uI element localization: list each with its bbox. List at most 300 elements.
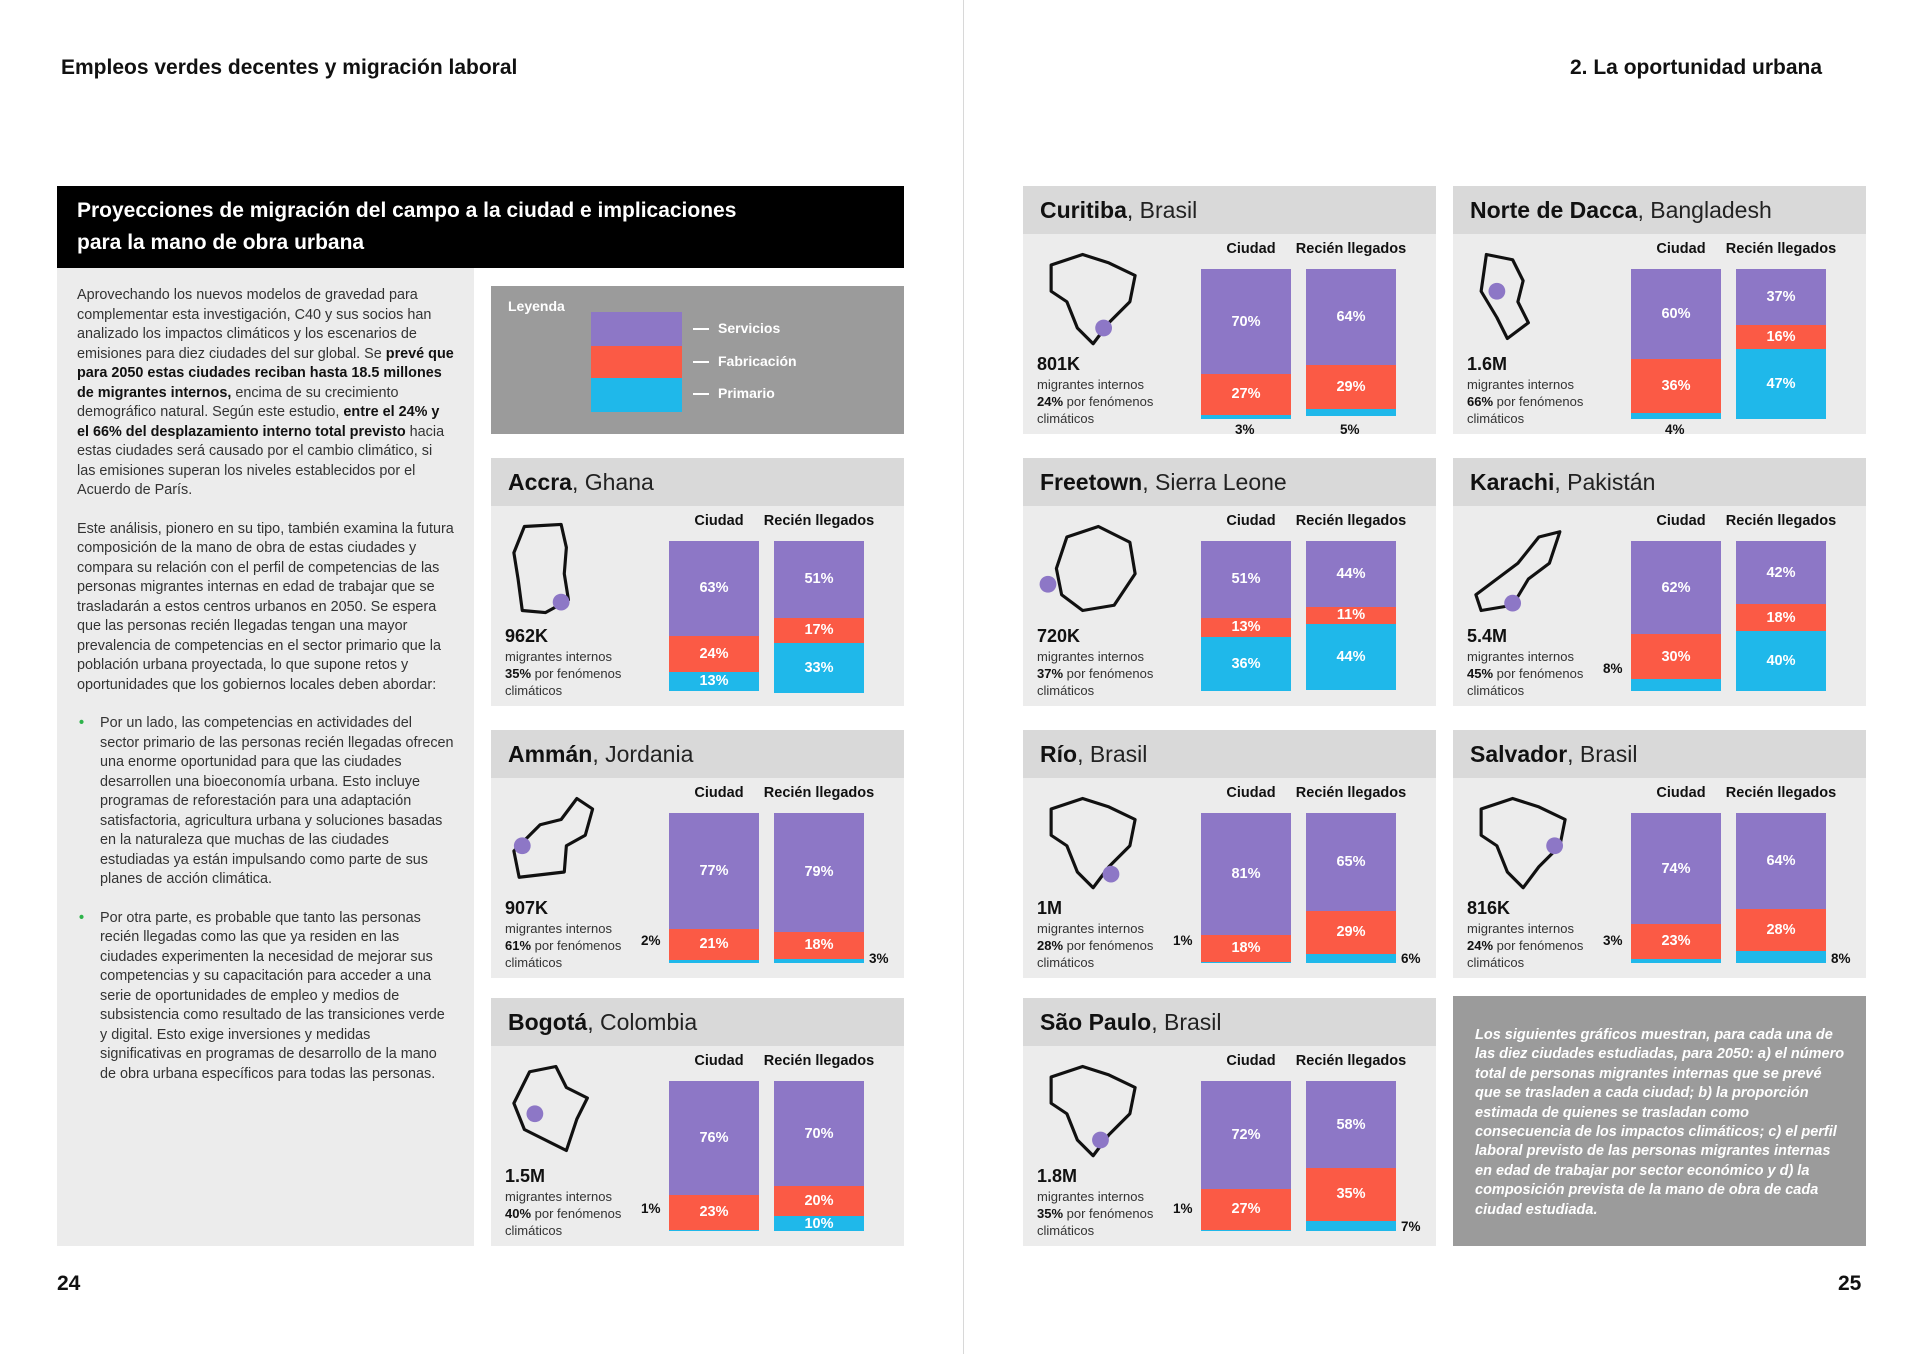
- migrants-label: migrantes internos: [1037, 649, 1144, 664]
- legend-swatch-servicios: [591, 312, 682, 346]
- city-card-freetown: [1023, 458, 1436, 706]
- city-name: Bogotá: [508, 1009, 588, 1035]
- country-name: , Brasil: [1151, 1009, 1222, 1035]
- migrants-total: 907K: [505, 898, 549, 918]
- climate-share-label-2: climáticos: [1467, 411, 1525, 426]
- city-location-dot: [514, 837, 531, 854]
- bar-segment-servicios: [1306, 1081, 1396, 1168]
- data-label: 58%: [1336, 1116, 1366, 1133]
- city-name: São Paulo: [1040, 1009, 1152, 1035]
- data-label: 42%: [1766, 564, 1796, 581]
- bullet-dot-icon: •: [79, 715, 85, 731]
- city-card-norte-de-dacca: [1453, 186, 1866, 437]
- stacked-bar-ciudad: [1631, 541, 1721, 691]
- data-label: 29%: [1336, 378, 1366, 395]
- stacked-bar-recien: [1306, 541, 1396, 691]
- stacked-bar-ciudad: [669, 541, 759, 691]
- city-card-bogota: [491, 998, 904, 1246]
- city-location-dot: [526, 1105, 543, 1122]
- bar-segment-fabricacion: [1306, 911, 1396, 955]
- data-label: 36%: [1231, 656, 1261, 672]
- bullet-text-2: Por otra parte, es probable que tanto las personas recién llegadas como las que ya residen en las ciudades experimenten la necesidad de mejorar sus competencias y su capacitación para acceder a una serie de oportunidades de empleo y medios de subsistencia como resultado de las transiciones verde y digital. Esto exige inversiones y medidas significativas en programas de desarrollo de la mano de obra urbana específicos para todas las personas.: [100, 909, 445, 1082]
- data-label: 2%: [641, 933, 661, 948]
- bar-segment-fabricacion: [1201, 618, 1291, 638]
- data-label: 29%: [1336, 924, 1366, 941]
- bar-segment-servicios: [1201, 541, 1291, 618]
- data-label: 60%: [1661, 306, 1691, 322]
- climate-share: [505, 937, 645, 954]
- bar-segment-servicios: [1736, 269, 1826, 325]
- data-label: 44%: [1336, 648, 1366, 665]
- bar-segment-fabricacion: [1736, 604, 1826, 631]
- climate-share: [1037, 393, 1177, 410]
- data-label: 70%: [804, 1125, 834, 1142]
- bar-segment-primario: [1631, 413, 1721, 419]
- city-location-dot: [1040, 576, 1057, 593]
- climate-share-value: 24%: [1467, 938, 1494, 953]
- bar-segment-primario: [1631, 959, 1721, 964]
- intro-bold-2: entre el 24% y el 66% del desplazamiento interno total previsto: [77, 404, 440, 440]
- running-head-left: Empleos verdes decentes y migración laboral: [61, 56, 518, 79]
- data-label: 51%: [804, 571, 834, 588]
- climate-share: [1037, 1205, 1177, 1222]
- country-name: , Jordania: [592, 741, 694, 767]
- bar-segment-fabricacion: [1631, 924, 1721, 959]
- bar-segment-servicios: [669, 541, 759, 636]
- data-label: 36%: [1661, 378, 1691, 394]
- page-number-left: 24: [57, 1272, 81, 1295]
- city-location-dot: [1488, 283, 1505, 300]
- migrants-label: migrantes internos: [505, 921, 612, 936]
- bar-segment-fabricacion: [1306, 1168, 1396, 1221]
- intro-text-2: encima de su crecimiento demográfico natural. Según este estudio,: [77, 384, 399, 420]
- city-card-amman: [491, 730, 904, 978]
- section-title-line-1: Proyecciones de migración del campo a la ciudad e implicaciones: [77, 199, 737, 222]
- migrants-total: 1.6M: [1467, 354, 1508, 374]
- bar-segment-primario: [774, 643, 864, 693]
- data-label: 24%: [699, 645, 729, 662]
- data-label: 6%: [1401, 951, 1421, 966]
- explanatory-note: Los siguientes gráficos muestran, para cada una de las diez ciudades estudiadas, para 2050: a) el número total de personas migrantes internas que se prevé que se trasladen a cada ciudad; b) la proporción estimada de quienes se trasladan como consecuencia de los impactos climáticos; c) el perfil laboral previsto de las personas migrantes internas en edad de trabajar por sector económico y d) la composición prevista de la mano de obra de cada ciudad estudiada.: [1453, 996, 1866, 1246]
- city-card-header: [491, 458, 904, 506]
- bar-segment-servicios: [1201, 1081, 1291, 1189]
- city-card-header: [1453, 186, 1866, 234]
- city-name: Freetown: [1040, 469, 1143, 495]
- city-location-dot: [1092, 1132, 1109, 1149]
- migrants-caption: [1037, 648, 1177, 699]
- data-label: 20%: [804, 1193, 834, 1209]
- bar-segment-servicios: [1306, 541, 1396, 607]
- climate-share-label-2: climáticos: [505, 683, 563, 698]
- migrants-caption: [1037, 1188, 1177, 1239]
- city-name: Ammán: [508, 741, 593, 767]
- migrants-label: migrantes internos: [1467, 649, 1574, 664]
- bar-segment-servicios: [774, 813, 864, 932]
- column-header-ciudad: Ciudad: [1656, 241, 1706, 257]
- climate-share-value: 24%: [1037, 394, 1064, 409]
- bar-segment-servicios: [669, 1081, 759, 1195]
- data-label: 7%: [1401, 1219, 1421, 1234]
- data-label: 18%: [1231, 940, 1261, 956]
- country-outline-map-icon: [1033, 788, 1148, 893]
- data-label: 23%: [699, 1204, 729, 1221]
- column-header-recien: Recién llegados: [1295, 513, 1407, 529]
- country-outline-map-icon: [1033, 516, 1148, 621]
- data-label: 62%: [1661, 579, 1691, 596]
- city-card-salvador: [1453, 730, 1866, 978]
- column-header-recien: Recién llegados: [1725, 241, 1837, 257]
- climate-share-value: 66%: [1467, 394, 1494, 409]
- intro-bold-1: prevé que para 2050 estas ciudades reciban hasta 18.5 millones de migrantes internos,: [77, 345, 454, 401]
- data-label: 5%: [1340, 422, 1360, 437]
- column-header-recien: Recién llegados: [763, 785, 875, 801]
- stacked-bar-ciudad: [1631, 813, 1721, 963]
- city-name: Salvador: [1470, 741, 1568, 767]
- climate-share: [1037, 937, 1177, 954]
- city-card-header: [1023, 186, 1436, 234]
- migrants-label: migrantes internos: [505, 649, 612, 664]
- bullet-dot-icon: •: [79, 909, 85, 926]
- intro-text-3: hacia estas ciudades será causado por el cambio climático, si las emisiones superan los niveles establecidos por el Acuerdo de París.: [77, 423, 445, 498]
- climate-share: [1467, 393, 1607, 410]
- data-label: 23%: [1661, 933, 1691, 950]
- body-text-panel: [57, 268, 474, 1246]
- stacked-bar-recien: [1306, 269, 1396, 419]
- data-label: 40%: [1766, 653, 1796, 669]
- country-outline-map-icon: [1463, 244, 1578, 349]
- country-outline-map-icon: [1033, 1056, 1148, 1161]
- intro-text-1: Aprovechando los nuevos modelos de gravedad para complementar esta investigación, C40 y sus socios han analizado los impactos climáticos y los escenarios de emisiones para diez ciudades del sur global. Se: [77, 287, 432, 362]
- section-title: [57, 186, 904, 268]
- page-number-right: 25: [1838, 1272, 1862, 1295]
- bar-segment-servicios: [1201, 813, 1291, 935]
- climate-share: [1037, 665, 1177, 682]
- climate-share-value: 37%: [1037, 666, 1064, 681]
- country-name: , Brasil: [1077, 741, 1148, 767]
- migrants-total: 1.8M: [1037, 1166, 1078, 1186]
- migrants-caption: [1467, 920, 1607, 971]
- bar-segment-primario: [1736, 951, 1826, 963]
- migrants-total: 816K: [1467, 898, 1511, 918]
- climate-share-value: 28%: [1037, 938, 1064, 953]
- migrants-caption: [1037, 920, 1177, 971]
- data-label: 3%: [1603, 933, 1623, 948]
- country-outline-map-icon: [1463, 516, 1578, 621]
- bar-segment-servicios: [1306, 813, 1396, 911]
- column-header-ciudad: Ciudad: [1656, 785, 1706, 801]
- legend-label-primario: Primario: [693, 385, 775, 401]
- bar-segment-primario: [1201, 962, 1291, 964]
- data-label: 30%: [1661, 648, 1691, 665]
- climate-share-label: por fenómenos: [1063, 1206, 1154, 1221]
- migrants-label: migrantes internos: [1467, 377, 1574, 392]
- country-outline: [514, 799, 593, 878]
- section-title-line-2: para la mano de obra urbana: [77, 231, 365, 254]
- data-label: 64%: [1336, 309, 1366, 325]
- bar-segment-primario: [669, 960, 759, 963]
- city-name: Karachi: [1470, 469, 1555, 495]
- bar-segment-servicios: [1631, 541, 1721, 634]
- stacked-bar-ciudad: [1201, 1081, 1291, 1231]
- bar-segment-primario: [1736, 349, 1826, 420]
- city-card-header: [1453, 458, 1866, 506]
- bar-segment-fabricacion: [1306, 365, 1396, 409]
- bar-segment-fabricacion: [774, 618, 864, 644]
- column-header-ciudad: Ciudad: [1226, 785, 1276, 801]
- column-header-ciudad: Ciudad: [694, 1053, 744, 1069]
- climate-share-label-2: climáticos: [505, 1223, 563, 1238]
- bar-segment-fabricacion: [669, 929, 759, 961]
- data-label: 47%: [1766, 375, 1796, 392]
- country-outline: [514, 1067, 588, 1151]
- column-header-ciudad: Ciudad: [694, 785, 744, 801]
- bar-segment-primario: [1306, 624, 1396, 690]
- city-card-header: [491, 998, 904, 1046]
- data-label: 16%: [1766, 328, 1796, 345]
- bar-segment-fabricacion: [1201, 1189, 1291, 1230]
- bar-segment-fabricacion: [774, 932, 864, 959]
- data-label: 51%: [1231, 571, 1261, 588]
- legend-label-servicios: Servicios: [693, 320, 780, 336]
- stacked-bar-recien: [1736, 813, 1826, 963]
- city-card-header: [1023, 998, 1436, 1046]
- migrants-label: migrantes internos: [505, 1189, 612, 1204]
- bar-segment-primario: [1306, 1221, 1396, 1232]
- bar-segment-fabricacion: [1306, 607, 1396, 624]
- bar-segment-servicios: [774, 1081, 864, 1186]
- country-outline: [1051, 255, 1135, 344]
- legend-box: [491, 286, 904, 434]
- bar-segment-servicios: [1306, 269, 1396, 365]
- bar-segment-primario: [1736, 631, 1826, 691]
- migrants-total: 1M: [1037, 898, 1063, 918]
- climate-share-label-2: climáticos: [505, 955, 563, 970]
- column-header-ciudad: Ciudad: [1226, 241, 1276, 257]
- bullet-item-2: [77, 909, 454, 1085]
- city-name: Curitiba: [1040, 197, 1127, 223]
- bullet-item-1: [77, 714, 454, 890]
- bar-segment-servicios: [1631, 269, 1721, 359]
- bullet-text-1: Por un lado, las competencias en actividades del sector primario de las personas recién llegadas ofrecen una enorme oportunidad para que las ciudades desarrollen una bioeconomía urbana. Esto incluye programas de reforestación para una adaptación satisfactoria, agricultura urbana y soluciones basadas en la naturaleza que muchas de las ciudades estudiadas ya están impulsando como parte de sus planes de acción climática.: [100, 715, 454, 887]
- migrants-label: migrantes internos: [1037, 1189, 1144, 1204]
- climate-share-label-2: climáticos: [1037, 411, 1095, 426]
- climate-share-value: 35%: [1037, 1206, 1064, 1221]
- column-header-recien: Recién llegados: [1295, 785, 1407, 801]
- bar-segment-primario: [1201, 637, 1291, 691]
- data-label: 1%: [641, 1201, 661, 1216]
- country-name: , Sierra Leone: [1142, 469, 1287, 495]
- page-spine: [963, 0, 964, 1354]
- bar-segment-fabricacion: [669, 1195, 759, 1230]
- city-name: Accra: [508, 469, 572, 495]
- stacked-bar-ciudad: [669, 813, 759, 963]
- bar-segment-primario: [1306, 954, 1396, 963]
- country-outline-map-icon: [501, 788, 616, 893]
- data-label: 79%: [804, 864, 834, 881]
- stacked-bar-recien: [1306, 813, 1396, 963]
- country-name: , Brasil: [1567, 741, 1638, 767]
- city-card-header: [1023, 458, 1436, 506]
- column-header-ciudad: Ciudad: [1226, 513, 1276, 529]
- bar-segment-servicios: [1631, 813, 1721, 924]
- data-label: 81%: [1231, 865, 1261, 882]
- data-label: 13%: [699, 673, 729, 690]
- bar-segment-fabricacion: [1201, 374, 1291, 415]
- country-outline-map-icon: [1463, 788, 1578, 893]
- country-outline-map-icon: [501, 516, 616, 621]
- country-name: , Ghana: [571, 469, 654, 495]
- stacked-bar-ciudad: [1201, 269, 1291, 419]
- bar-segment-fabricacion: [1631, 634, 1721, 679]
- legend-swatch-fabricacion: [591, 346, 682, 378]
- column-header-recien: Recién llegados: [1295, 241, 1407, 257]
- climate-share-label: por fenómenos: [531, 938, 622, 953]
- data-label: 4%: [1665, 422, 1685, 437]
- bar-segment-primario: [1306, 409, 1396, 417]
- data-label: 65%: [1336, 853, 1366, 870]
- migrants-caption: [505, 648, 645, 699]
- city-card-sao-paulo: [1023, 998, 1436, 1246]
- climate-share-label: por fenómenos: [531, 1206, 622, 1221]
- city-name: Norte de Dacca: [1470, 197, 1638, 223]
- bar-segment-servicios: [669, 813, 759, 929]
- legend-swatch-primario: [591, 378, 682, 412]
- bar-segment-fabricacion: [1736, 325, 1826, 349]
- column-header-ciudad: Ciudad: [694, 513, 744, 529]
- stacked-bar-recien: [1736, 269, 1826, 419]
- data-label: 10%: [804, 1215, 834, 1232]
- bar-segment-fabricacion: [774, 1186, 864, 1216]
- climate-share: [505, 665, 645, 682]
- data-label: 3%: [869, 951, 889, 966]
- climate-share-value: 45%: [1467, 666, 1494, 681]
- bar-segment-servicios: [1201, 269, 1291, 374]
- data-label: 17%: [804, 622, 834, 639]
- climate-share-label: por fenómenos: [1493, 666, 1584, 681]
- data-label: 44%: [1336, 566, 1366, 582]
- data-label: 8%: [1603, 661, 1623, 676]
- stacked-bar-ciudad: [1201, 541, 1291, 691]
- city-location-dot: [1504, 595, 1521, 612]
- climate-share-value: 61%: [505, 938, 532, 953]
- city-location-dot: [1095, 320, 1112, 337]
- climate-share-label: por fenómenos: [1493, 938, 1584, 953]
- bar-segment-servicios: [1736, 813, 1826, 909]
- migrants-caption: [1467, 376, 1607, 427]
- paragraph-analysis: Este análisis, pionero en su tipo, también examina la futura composición de la mano de obra de estas ciudades y compara su relación con el perfil de competencias de las personas migrantes internas en edad de trabajar que se trasladarán a estos centros urbanos en 2050. Se espera que las personas recién llegadas tengan una mayor prevalencia de competencias en el sector primario que la población urbana proyectada, lo que supone retos y oportunidades que los gobiernos locales deben abordar:: [77, 520, 454, 693]
- bar-segment-servicios: [774, 541, 864, 618]
- bar-segment-fabricacion: [1631, 359, 1721, 413]
- data-label: 70%: [1231, 313, 1261, 330]
- migrants-caption: [505, 1188, 645, 1239]
- running-head-right: 2. La oportunidad urbana: [1570, 56, 1823, 79]
- migrants-caption: [505, 920, 645, 971]
- column-header-recien: Recién llegados: [1725, 785, 1837, 801]
- bar-segment-primario: [1631, 679, 1721, 691]
- bar-segment-primario: [774, 959, 864, 964]
- stacked-bar-recien: [1306, 1081, 1396, 1231]
- paragraph-intro: [77, 286, 454, 501]
- climate-share: [505, 1205, 645, 1222]
- climate-share: [1467, 665, 1607, 682]
- data-label: 72%: [1231, 1127, 1261, 1143]
- climate-share-label-2: climáticos: [1037, 1223, 1095, 1238]
- climate-share-label-2: climáticos: [1467, 683, 1525, 698]
- migrants-total: 1.5M: [505, 1166, 546, 1186]
- country-outline-map-icon: [1033, 244, 1148, 349]
- country-name: , Bangladesh: [1637, 197, 1772, 223]
- column-header-recien: Recién llegados: [763, 1053, 875, 1069]
- stacked-bar-recien: [774, 813, 864, 963]
- migrants-total: 5.4M: [1467, 626, 1508, 646]
- data-label: 18%: [804, 937, 834, 953]
- climate-share-label: por fenómenos: [531, 666, 622, 681]
- data-label: 33%: [804, 659, 834, 676]
- column-header-ciudad: Ciudad: [1226, 1053, 1276, 1069]
- data-label: 21%: [699, 936, 729, 953]
- bar-segment-primario: [774, 1216, 864, 1231]
- data-label: 8%: [1831, 951, 1851, 966]
- bar-segment-primario: [1201, 415, 1291, 420]
- climate-share-value: 35%: [505, 666, 532, 681]
- city-card-header: [1453, 730, 1866, 778]
- data-label: 27%: [1231, 1201, 1261, 1218]
- data-label: 63%: [699, 580, 729, 597]
- stacked-bar-ciudad: [1631, 269, 1721, 419]
- legend-title: Leyenda: [508, 298, 565, 314]
- stacked-bar-recien: [1736, 541, 1826, 691]
- country-outline: [1051, 799, 1135, 888]
- bar-segment-fabricacion: [1736, 909, 1826, 951]
- column-header-recien: Recién llegados: [1725, 513, 1837, 529]
- bar-segment-fabricacion: [669, 636, 759, 672]
- city-location-dot: [1103, 866, 1120, 883]
- migrants-label: migrantes internos: [1467, 921, 1574, 936]
- migrants-caption: [1037, 376, 1177, 427]
- data-label: 76%: [699, 1130, 729, 1146]
- data-label: 28%: [1766, 922, 1796, 938]
- climate-share-label: por fenómenos: [1063, 938, 1154, 953]
- country-name: , Pakistán: [1554, 469, 1656, 495]
- bullet-list: [77, 714, 454, 1084]
- stacked-bar-ciudad: [669, 1081, 759, 1231]
- country-name: , Brasil: [1126, 197, 1198, 223]
- data-label: 77%: [699, 862, 729, 879]
- country-outline-map-icon: [501, 1056, 616, 1161]
- stacked-bar-ciudad: [1201, 813, 1291, 963]
- data-label: 1%: [1173, 933, 1193, 948]
- data-label: 35%: [1336, 1186, 1366, 1203]
- city-card-rio: [1023, 730, 1436, 978]
- city-location-dot: [553, 594, 570, 611]
- migrants-total: 720K: [1037, 626, 1081, 646]
- bar-segment-servicios: [1736, 541, 1826, 604]
- stacked-bar-recien: [774, 1081, 864, 1231]
- data-label: 11%: [1336, 607, 1366, 624]
- data-label: 13%: [1231, 619, 1261, 636]
- stacked-bar-recien: [774, 541, 864, 691]
- climate-share-label-2: climáticos: [1037, 955, 1095, 970]
- data-label: 1%: [1173, 1201, 1193, 1216]
- climate-share-label-2: climáticos: [1037, 683, 1095, 698]
- bar-segment-primario: [669, 672, 759, 692]
- data-label: 3%: [1235, 422, 1255, 437]
- city-card-accra: [491, 458, 904, 706]
- city-card-header: [491, 730, 904, 778]
- migrants-total: 801K: [1037, 354, 1081, 374]
- column-header-recien: Recién llegados: [763, 513, 875, 529]
- data-label: 74%: [1661, 860, 1691, 877]
